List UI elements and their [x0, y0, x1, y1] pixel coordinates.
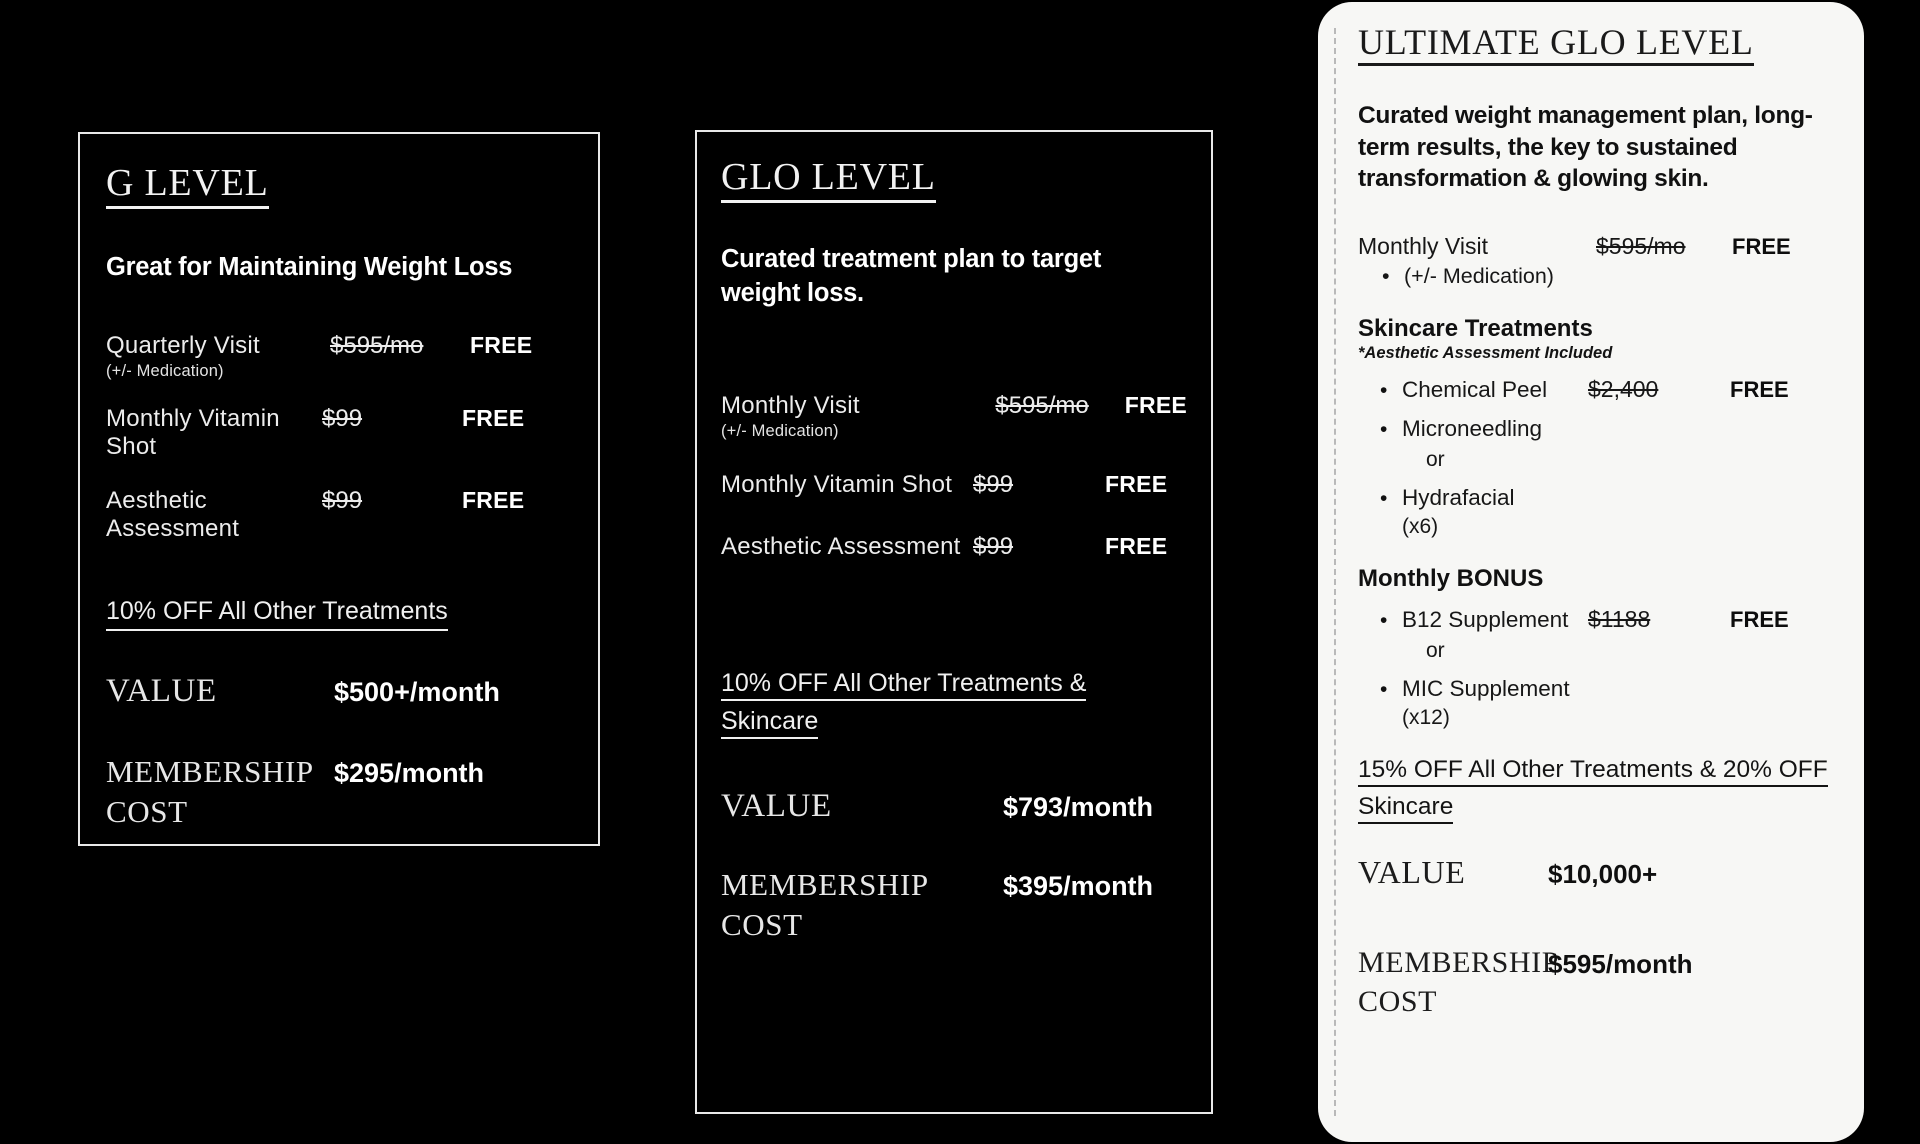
discount-text-g-level: 10% OFF All Other Treatments [106, 597, 448, 631]
bullet-dot-icon: • [1382, 264, 1390, 289]
feature-label: MIC Supplement [1402, 676, 1570, 702]
feature-label: Hydrafacial [1402, 485, 1515, 511]
feature-row-quarterly-visit [106, 332, 572, 360]
feature-new-price: FREE [462, 404, 525, 431]
feature-label: Aesthetic Assessment [106, 486, 240, 542]
value-amount: $10,000+ [1548, 858, 1658, 889]
pricing-card-glo-level[interactable] [695, 130, 1213, 1114]
feature-old-price: $595/mo [1596, 233, 1686, 260]
card-tagline-ultimate-glo-level: Curated weight management plan, long-term results, the key to sustained transformation & glowing skin. [1358, 101, 1813, 193]
feature-row-monthly-vitamin-shot [721, 471, 1187, 499]
card-title-glo-level: GLO LEVEL [721, 158, 936, 203]
feature-row-aesthetic-assessment [721, 533, 1187, 561]
cost-label: MEMBERSHIP COST [1358, 945, 1558, 1018]
feature-sublabel-medication: (+/- Medication) [721, 422, 839, 441]
bullet-dot-icon: • [1380, 487, 1388, 511]
section-note-aesthetic-assessment: *Aesthetic Assessment Included [1358, 344, 1613, 363]
feature-new-price: FREE [1124, 392, 1187, 419]
feature-label: B12 Supplement [1402, 607, 1569, 633]
feature-old-price: $2,400 [1588, 376, 1659, 403]
section-heading-monthly-bonus: Monthly BONUS [1358, 565, 1544, 593]
bullet-text: (+/- Medication) [1404, 264, 1554, 289]
feature-row-microneedling [1380, 416, 1838, 442]
feature-new-price: FREE [1730, 607, 1789, 633]
skincare-or-separator: or [1426, 448, 1445, 472]
section-heading-skincare-treatments: Skincare Treatments [1358, 315, 1593, 343]
value-label: VALUE [1358, 853, 1466, 890]
feature-label: Monthly Vitamin Shot [106, 404, 280, 460]
feature-row-monthly-visit [1358, 233, 1838, 260]
feature-row-b12-supplement [1380, 606, 1838, 633]
feature-label: Monthly Visit [721, 392, 860, 420]
dashed-edge-decoration [1334, 28, 1336, 1116]
cost-label: MEMBERSHIP COST [721, 867, 928, 942]
discount-text-glo-level [721, 665, 1187, 740]
discount-text-ultimate-glo-level [1358, 752, 1838, 826]
feature-new-price: FREE [1732, 234, 1791, 260]
feature-old-price: $595/mo [995, 392, 1089, 420]
feature-label: Microneedling [1402, 416, 1543, 442]
bonus-or-separator: or [1426, 639, 1445, 663]
feature-row-aesthetic-assessment [106, 487, 572, 543]
feature-row-chemical-peel [1380, 376, 1838, 403]
feature-sublabel-medication [1382, 264, 1838, 289]
card-tagline-glo-level: Curated treatment plan to target weight loss. [721, 244, 1102, 307]
feature-old-price: $99 [973, 471, 1014, 499]
feature-label: Quarterly Visit [106, 331, 260, 359]
bullet-dot-icon: • [1380, 609, 1388, 633]
feature-new-price: FREE [1105, 533, 1168, 560]
cost-row-ultimate-glo-level [1358, 943, 1838, 1021]
skincare-quantity: (x6) [1402, 515, 1439, 539]
discount-text-inner: 10% OFF All Other Treatments & Skincare [721, 669, 1086, 739]
cost-label: MEMBERSHIP COST [106, 753, 313, 829]
value-amount: $793/month [1003, 792, 1154, 823]
feature-label: Chemical Peel [1402, 377, 1548, 403]
bonus-quantity: (x12) [1402, 706, 1450, 730]
feature-sublabel-medication: (+/- Medication) [106, 361, 224, 380]
bullet-dot-icon: • [1380, 678, 1388, 702]
cost-amount: $395/month [1003, 871, 1154, 902]
cost-row-g-level [106, 752, 572, 831]
feature-old-price: $99 [322, 486, 363, 514]
bullet-dot-icon: • [1380, 379, 1388, 403]
cost-amount: $595/month [1548, 948, 1693, 979]
feature-label: Monthly Visit [1358, 233, 1488, 260]
feature-row-monthly-vitamin-shot [106, 405, 572, 461]
value-row-g-level [106, 673, 572, 710]
pricing-card-g-level[interactable] [78, 132, 600, 846]
feature-old-price: $99 [322, 404, 363, 432]
cost-row-glo-level [721, 865, 1187, 944]
feature-new-price: FREE [1730, 377, 1789, 403]
feature-row-monthly-visit [721, 392, 1187, 420]
discount-text-inner: 15% OFF All Other Treatments & 20% OFF Skincare [1358, 756, 1828, 824]
feature-old-price: $99 [973, 533, 1014, 561]
feature-old-price: $595/mo [330, 331, 424, 359]
feature-new-price: FREE [462, 486, 525, 513]
feature-row-mic-supplement [1380, 676, 1838, 702]
value-label: VALUE [106, 672, 217, 709]
feature-new-price: FREE [470, 331, 533, 358]
value-row-glo-level [721, 788, 1187, 825]
bullet-dot-icon: • [1380, 418, 1388, 442]
card-title-g-level: G LEVEL [106, 164, 269, 209]
value-row-ultimate-glo-level [1358, 854, 1838, 891]
card-title-ultimate-glo-level: ULTIMATE GLO LEVEL [1358, 24, 1754, 66]
feature-old-price: $1188 [1588, 606, 1651, 633]
pricing-card-ultimate-glo-level[interactable] [1318, 2, 1864, 1142]
cost-amount: $295/month [334, 757, 485, 788]
feature-label: Aesthetic Assessment [721, 533, 961, 561]
feature-new-price: FREE [1105, 471, 1168, 498]
feature-label: Monthly Vitamin Shot [721, 471, 953, 499]
card-tagline-g-level: Great for Maintaining Weight Loss [106, 252, 513, 281]
feature-row-hydrafacial [1380, 485, 1838, 511]
value-label: VALUE [721, 788, 832, 825]
value-amount: $500+/month [334, 676, 500, 707]
